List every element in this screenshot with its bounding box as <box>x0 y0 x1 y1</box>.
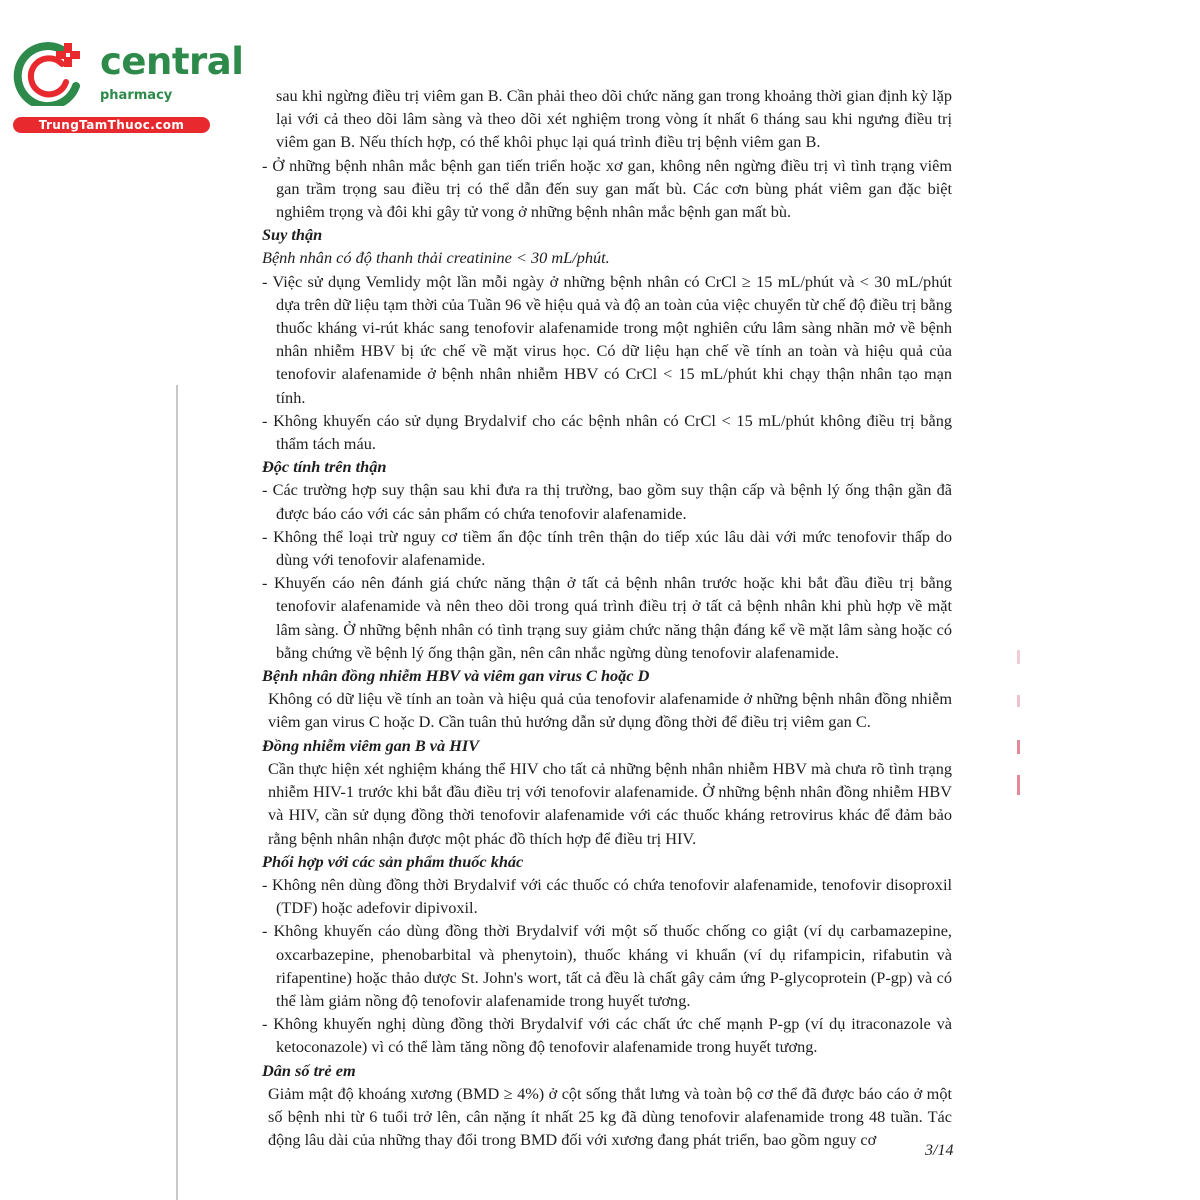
pharmacy-cross-icon <box>10 38 92 106</box>
scan-margin-line <box>176 385 178 1200</box>
document-page <box>262 84 952 1151</box>
section-heading-doc-tinh-tren-than: Độc tính trên thận <box>262 457 387 477</box>
bullet-item: - Không khuyến cáo sử dụng Brydalvif cho các bệnh nhân có CrCl < 15 mL/phút không điều trị bằng thẩm tách máu. <box>262 410 952 454</box>
bullet-item: - Khuyến cáo nên đánh giá chức năng thận ở tất cả bệnh nhân trước hoặc khi bắt đầu điều trị bằng tenofovir alafenamide và nên theo dõi trong quá trình điều trị ở tất cả bệnh nhân khi phù hợp về mặt lâm sàng. Ở những bệnh nhân có tình trạng suy giảm chức năng thận đáng kể về mặt lâm sàng hoặc có bằng chứng về bệnh lý ống thận gần, nên cân nhắc ngừng dùng tenofovir alafenamide. <box>262 573 952 662</box>
bullet-item: - Không nên dùng đồng thời Brydalvif với các thuốc có chứa tenofovir alafenamide, tenofovir disoproxil (TDF) hoặc adefovir dipivoxil. <box>262 874 952 918</box>
paragraph-continuation: sau khi ngừng điều trị viêm gan B. Cần phải theo dõi chức năng gan trong khoảng thời gian định kỳ lặp lại với cả theo dõi lâm sàng và theo dõi xét nghiệm trong vòng ít nhất 6 tháng sau khi ngưng điều trị viêm gan B. Nếu thích hợp, có thể khôi phục lại quá trình điều trị bệnh viêm gan B. <box>276 86 952 152</box>
bullet-item: - Ở những bệnh nhân mắc bệnh gan tiến triển hoặc xơ gan, không nên ngừng điều trị vì tình trạng viêm gan trầm trọng sau điều trị có thể dẫn đến suy gan mất bù. Các cơn bùng phát viêm gan đặc biệt nghiêm trọng và đôi khi gây tử vong ở những bệnh nhân mắc bệnh gan mất bù. <box>262 155 952 222</box>
section-body: Cần thực hiện xét nghiệm kháng thể HIV cho tất cả những bệnh nhân nhiễm HBV mà chưa rõ tình trạng nhiễm HIV-1 trước khi bắt đầu điều trị với tenofovir alafenamide. Ở những bệnh nhân đồng nhiễm HBV và HIV, cần sử dụng đồng thời tenofovir alafenamide với các thuốc kháng retrovirus khác để đảm bảo rằng bệnh nhân nhận được một phác đồ thích hợp để điều trị HIV. <box>268 758 952 848</box>
section-body: Không có dữ liệu về tính an toàn và hiệu quả của tenofovir alafenamide ở những bệnh nhân đồng nhiễm viêm gan virus C hoặc D. Cần tuân thủ hướng dẫn sử dụng đồng thời để điều trị viêm gan C. <box>268 689 952 732</box>
site-link[interactable]: TrungTamThuoc.com <box>13 117 210 133</box>
bullet-item: - Việc sử dụng Vemlidy một lần mỗi ngày ở những bệnh nhân có CrCl ≥ 15 mL/phút và < 30 mL/phút dựa trên dữ liệu tạm thời của Tuần 96 về hiệu quả và độ an toàn của việc chuyển từ chế độ điều trị bằng thuốc kháng vi-rút khác sang tenofovir alafenamide trong một nghiên cứu lâm sàng nhãn mở về bệnh nhân nhiễm HBV bị ức chế về mặt virus học. Có dữ liệu hạn chế về tính an toàn và hiệu quả của tenofovir alafenamide ở bệnh nhân nhiễm HBV có CrCl < 15 mL/phút khi chạy thận nhân tạo mạn tính. <box>262 271 952 407</box>
section-heading-hbv-hiv: Đồng nhiễm viêm gan B và HIV <box>262 735 480 755</box>
bullet-item: - Không khuyến nghị dùng đồng thời Brydalvif với các chất ức chế mạnh P-gp (ví dụ itraconazole và ketoconazole) vì có thể làm tăng nồng độ tenofovir alafenamide trong huyết tương. <box>262 1014 952 1057</box>
bullet-item: - Không khuyến cáo dùng đồng thời Brydalvif với một số thuốc chống co giật (ví dụ carbamazepine, oxcarbazepine, phenobarbital và phenytoin), thuốc kháng vi khuẩn (ví dụ rifampicin, rifabutin và rifapentine) hoặc thảo dược St. John's wort, tất cả đều là chất gây cảm ứng P-glycoprotein (P-gp) và có thể làm giảm nồng độ tenofovir alafenamide trong huyết tương. <box>262 921 952 1010</box>
section-heading-suy-than: Suy thận <box>262 225 323 245</box>
brand-name: central <box>100 40 244 83</box>
scan-stamp-marks <box>1017 650 1027 795</box>
section-body: Giảm mật độ khoáng xương (BMD ≥ 4%) ở cột sống thắt lưng và toàn bộ cơ thể đã được báo cáo ở một số bệnh nhi từ 6 tuổi trở lên, cân nặng ít nhất 25 kg đã dùng tenofovir alafenamide trong 48 tuần. Tác động lâu dài của những thay đổi trong BMD đối với xương đang phát triển, bao gồm nguy cơ <box>268 1083 952 1150</box>
page-number: 3/14 <box>925 1142 954 1159</box>
bullet-item: - Các trường hợp suy thận sau khi đưa ra thị trường, bao gồm suy thận cấp và bệnh lý ống thận gần đã được báo cáo với các sản phẩm có chứa tenofovir alafenamide. <box>262 480 952 523</box>
section-heading-hbv-hcv-hdv: Bệnh nhân đồng nhiễm HBV và viêm gan virus C hoặc D <box>262 666 650 686</box>
section-subheading: Bệnh nhân có độ thanh thải creatinine < 30 mL/phút. <box>262 248 610 268</box>
central-pharmacy-logo[interactable] <box>10 38 244 138</box>
section-heading-dan-so-tre-em: Dân số trẻ em <box>262 1060 356 1080</box>
brand-subtitle: pharmacy <box>100 88 173 103</box>
section-heading-phoi-hop-thuoc: Phối hợp với các sản phẩm thuốc khác <box>262 851 524 871</box>
bullet-item: - Không thể loại trừ nguy cơ tiềm ẩn độc tính trên thận do tiếp xúc lâu dài với mức tenofovir thấp do dùng với tenofovir alafenamide. <box>262 526 952 570</box>
